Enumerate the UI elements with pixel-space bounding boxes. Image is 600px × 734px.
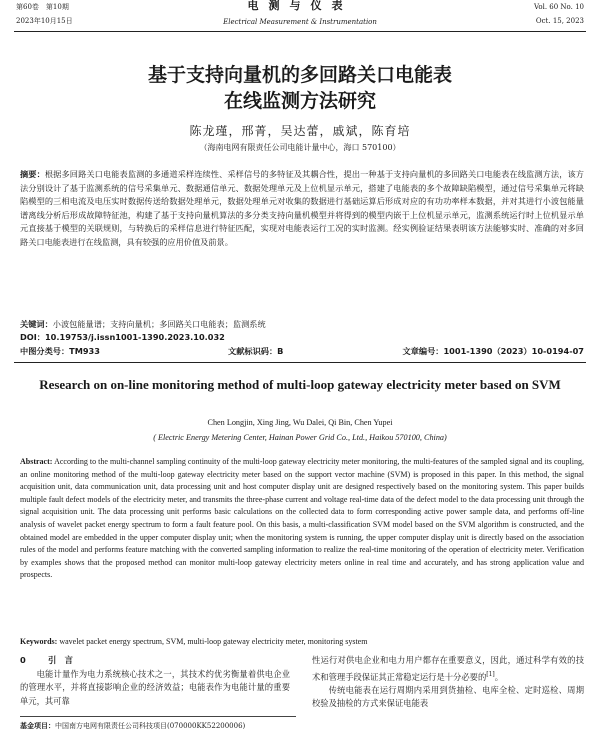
doi: DOI：10.19753/j.issn1001-1390.2023.10.032 bbox=[20, 332, 225, 342]
abstract-en-text: According to the multi-channel sampling continuity of the multi-loop gateway electricity meter monitoring, the multi-features of the sampled signal and its coupling, an online monitoring method of the multi-loop gateway electricity meter based on the support vector machine (SVM) is proposed in this paper. In this method, the signal acquisition unit, data communication unit, data processing unit and host computer display unit are designed respectively based on the monitoring system. This paper builds multiple fault defect models of the electricity meter, and transmits the three-phase current and voltage real-time data of the defect model to the data processing unit through the signal acquisition unit. The data processing unit performs basic calculations on the collected data to form corresponding active power sample data, and performs off-line analysis of wavelet packet energy spectrum to form a fault feature pool. On this basis, a multi-classification SVM model based on the SVM algorithm is constructed, and the obtained model are embedded in the upper computer display unit; when the monitoring system is running, the upper computer display unit is directly based on the association rules of the model and performs feature matching with the converted sampling information to realize the real-time monitoring of the operation of electricity meter. Verification by examples shows that the proposed method can monitor multi-loop gateway electricity meters online in real time and accurately, and has strong application value and prospects. bbox=[20, 457, 584, 580]
intro-right-text-1: 性运行对供电企业和电力用户都存在重要意义，因此，通过科学有效的技术和管理手段保证其正常稳定运行是十分必要的 bbox=[312, 655, 584, 682]
keywords-en-text: wavelet packet energy spectrum, SVM, multi-loop gateway electricity meter, monitoring system bbox=[59, 637, 368, 646]
section-number: 0 bbox=[20, 655, 26, 665]
authors-cn: 陈龙瑾，邢菁，吴达蕾，戚斌，陈育培 bbox=[189, 124, 411, 138]
funding-label: 基金项目： bbox=[20, 722, 55, 730]
title-cn-line2: 在线监测方法研究 bbox=[223, 90, 376, 112]
keywords-cn bbox=[20, 318, 584, 331]
running-header bbox=[0, 0, 600, 40]
date-cn: 2023年10月15日 bbox=[16, 17, 73, 25]
document-code: 文献标识码：B bbox=[228, 346, 284, 356]
affiliation-cn: （海南电网有限责任公司电能计量中心，海口 570100） bbox=[199, 143, 401, 152]
paper-title-cn bbox=[0, 62, 600, 114]
citation-ref: [1] bbox=[486, 670, 495, 678]
volume-en: Vol. 60 No. 10 bbox=[533, 3, 584, 11]
journal-title-cn: 电测与仪表 bbox=[247, 0, 353, 12]
volume-cn: 第60卷 第10期 bbox=[16, 3, 69, 11]
header-rule bbox=[14, 31, 586, 32]
authors-en: Chen Longjin, Xing Jing, Wu Dalei, Qi Bin, Chen Yupei bbox=[207, 418, 393, 427]
body-column-left bbox=[20, 654, 290, 708]
clc-number: 中图分类号：TM933 bbox=[20, 346, 100, 356]
funding-footnote bbox=[20, 716, 296, 731]
section-title: 引 言 bbox=[48, 655, 73, 665]
keywords-cn-text: 小波包能量谱；支持向量机；多回路关口电能表；监测系统 bbox=[52, 319, 266, 329]
date-en: Oct. 15, 2023 bbox=[535, 17, 584, 25]
intro-paragraph-right-1: 性运行对供电企业和电力用户都存在重要意义，因此，通过科学有效的技术和管理手段保证其正常稳定运行是十分必要的[1]。 bbox=[312, 655, 584, 682]
abstract-cn-text: 根据多回路关口电能表监测的多通道采样连续性、采样信号的多特征及其耦合性，提出一种基于支持向量机的多回路关口电能表在线监测方法，该方法分别设计了基于监测系统的信号采集单元、数据通信单元、数据处理单元及上位机显示单元，搭建了电能表的多个故障缺陷模型，通过信号采集单元将缺陷模型的三相电流及电压实时数据传送给数据处理单元，数据处理单元对收集的数据进行基础运算后形成对应的有功功率样本数据，并对其进行小波包能量谱离线分析后形成故障特征池，构建了基于支持向量机算法的多分类支持向量机模型并将得到的模型内嵌于上位机显示单元，监测系统运行时上位机显示单元直接基于模型的关联规则，与转换后的采样信息进行特征匹配，实现对电能表运行工况的实时监测。经实例验证结果表明该方法能够实时、准确的对多回路关口电能表进行在线监测，具有较强的应用价值及前景。 bbox=[20, 169, 584, 247]
article-number: 文章编号：1001-1390（2023）10-0194-07 bbox=[402, 346, 584, 356]
affiliation-en: ( Electric Energy Metering Center, Hainan Power Grid Co., Ltd., Haikou 570100, China) bbox=[153, 433, 447, 442]
title-cn-line1: 基于支持向量机的多回路关口电能表 bbox=[147, 64, 452, 86]
intro-paragraph-right-2: 传统电能表在运行周期内采用到货抽检、电库全检、定时巡检、周期校验及抽检的方式来保证电能表 bbox=[312, 684, 584, 709]
body-column-right bbox=[312, 654, 584, 711]
abstract-en bbox=[20, 456, 584, 582]
abstract-cn bbox=[20, 168, 584, 249]
keywords-en-label: Keywords: bbox=[20, 637, 58, 646]
paper-title-en: Research on on-line monitoring method of multi-loop gateway electricity meter based on SVM bbox=[39, 377, 561, 392]
abstract-cn-label: 摘要： bbox=[20, 169, 45, 179]
keywords-en bbox=[20, 637, 584, 646]
keywords-cn-label: 关键词： bbox=[20, 319, 53, 329]
section-heading bbox=[20, 654, 290, 668]
intro-paragraph-left: 电能计量作为电力系统核心技术之一，其技术约优劣衡量着供电企业的管理水平，并将直接影响企业的经济效益；电能表作为电能计量的重要单元，其可靠 bbox=[20, 668, 290, 706]
journal-title-en: Electrical Measurement & Instrumentation bbox=[223, 18, 377, 26]
funding-text: 中国南方电网有限责任公司科技项目(070000KK52200006) bbox=[55, 722, 246, 730]
section-rule bbox=[14, 362, 586, 363]
abstract-en-label: Abstract: bbox=[20, 457, 53, 466]
